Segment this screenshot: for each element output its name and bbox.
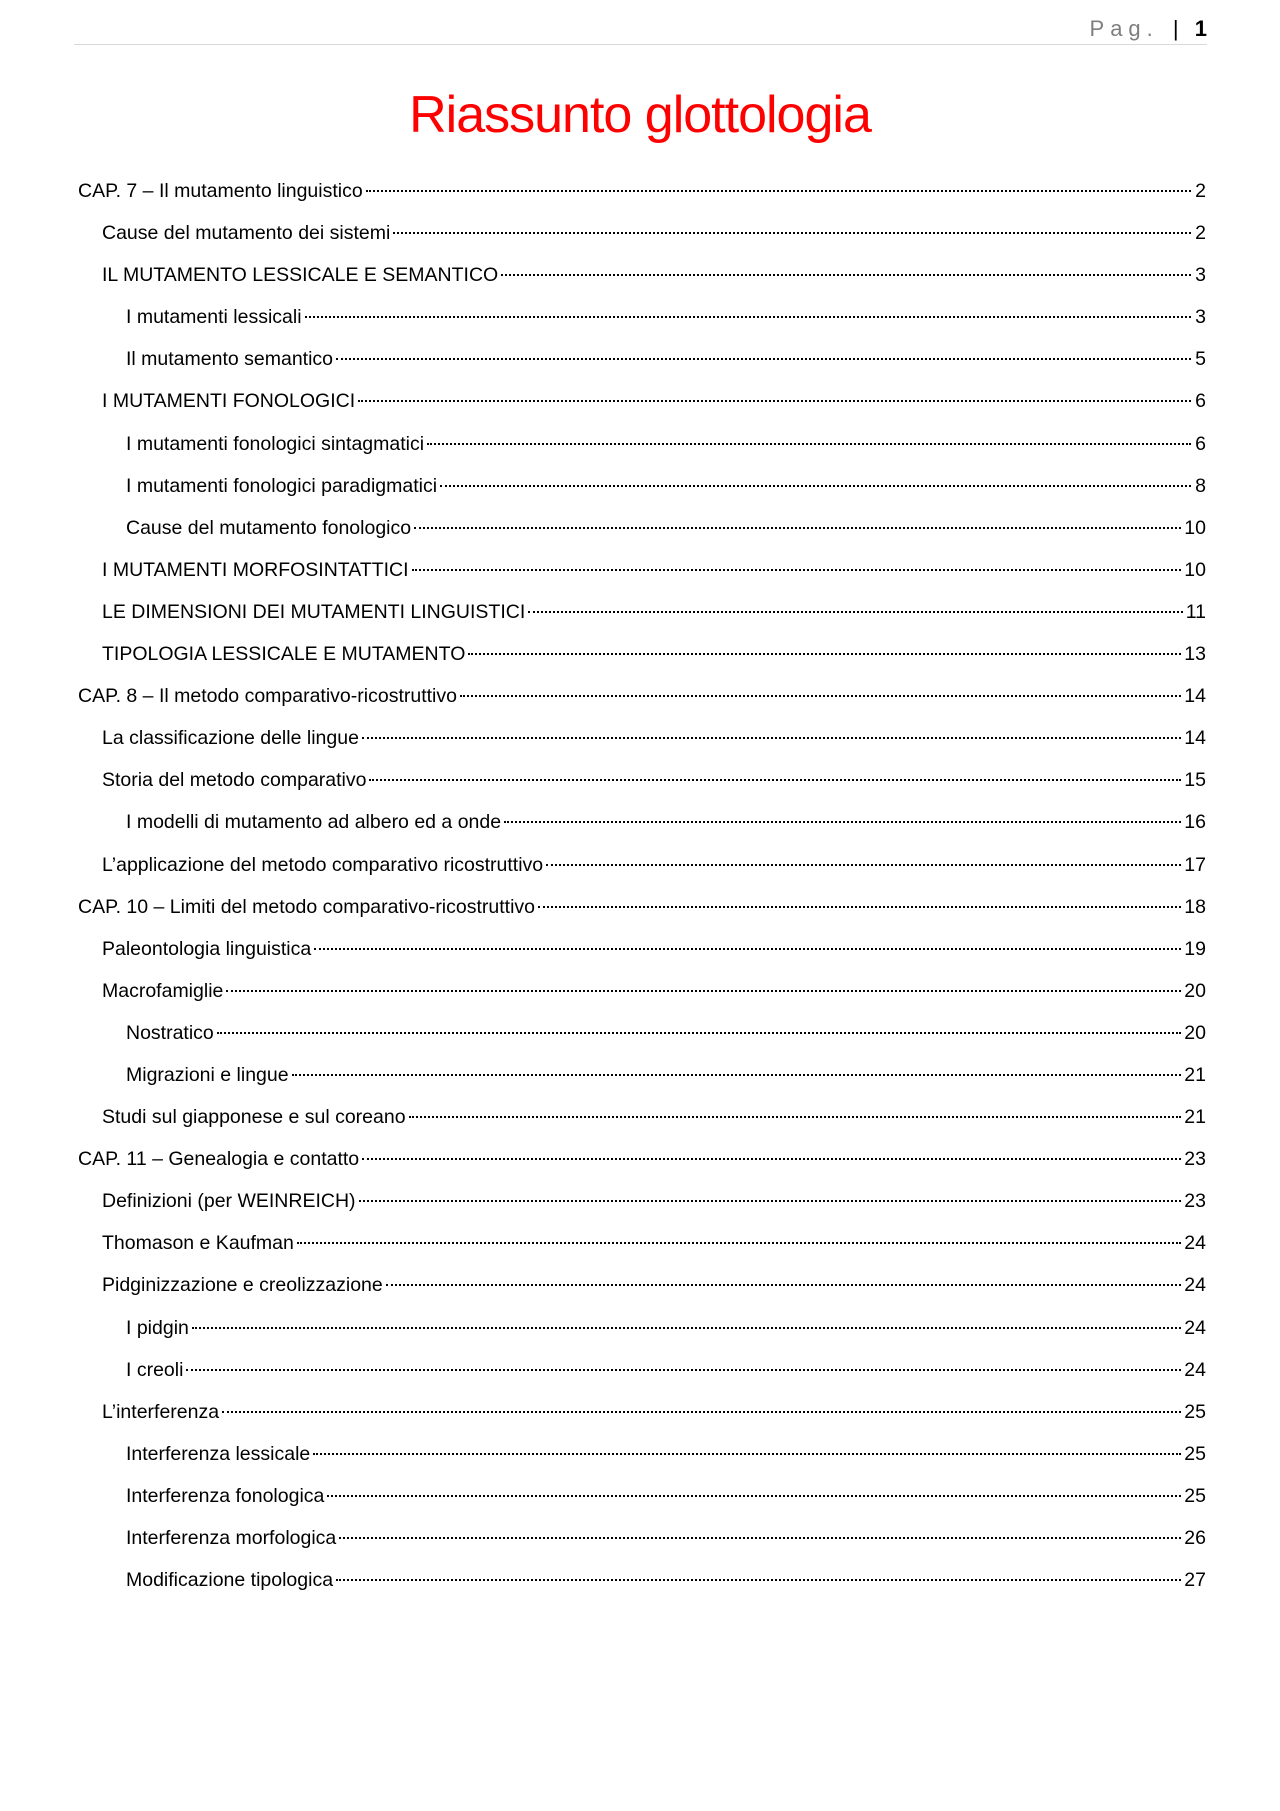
toc-entry-page[interactable]: 3 bbox=[1195, 306, 1206, 329]
page-number: 1 bbox=[1194, 16, 1207, 41]
toc-entry-label[interactable]: I creoli bbox=[126, 1358, 184, 1381]
toc-entry[interactable] bbox=[78, 591, 1206, 633]
toc-dot-leader bbox=[358, 399, 1191, 402]
toc-dot-leader bbox=[504, 820, 1181, 823]
toc-entry-label[interactable]: Storia del metodo comparativo bbox=[102, 769, 367, 792]
toc-entry-label[interactable]: Interferenza morfologica bbox=[126, 1527, 337, 1549]
toc-entry-page[interactable]: 13 bbox=[1184, 643, 1206, 666]
toc-entry-label[interactable]: Cause del mutamento dei sistemi bbox=[102, 222, 391, 245]
table-of-contents bbox=[78, 170, 1206, 1601]
toc-entry[interactable] bbox=[78, 1433, 1206, 1475]
toc-entry-label[interactable]: Il mutamento semantico bbox=[126, 348, 334, 371]
toc-entry[interactable] bbox=[78, 1138, 1206, 1180]
toc-entry-page[interactable]: 21 bbox=[1184, 1106, 1206, 1129]
toc-entry-page[interactable]: 19 bbox=[1184, 937, 1206, 960]
toc-entry[interactable] bbox=[78, 170, 1206, 212]
toc-entry-page[interactable]: 8 bbox=[1195, 474, 1206, 497]
toc-entry-label[interactable]: Definizioni (per WEINREICH) bbox=[102, 1190, 356, 1213]
page-label: Pag. bbox=[1089, 16, 1159, 41]
toc-entry-page[interactable]: 10 bbox=[1184, 558, 1206, 581]
toc-dot-leader bbox=[414, 526, 1181, 529]
toc-entry-label[interactable]: Interferenza fonologica bbox=[126, 1484, 325, 1507]
toc-entry[interactable] bbox=[78, 254, 1206, 296]
toc-entry-label[interactable]: I mutamenti fonologici paradigmatici bbox=[126, 474, 438, 497]
toc-entry-page[interactable]: 3 bbox=[1195, 264, 1206, 287]
toc-dot-leader bbox=[440, 484, 1191, 487]
toc-entry-label[interactable]: CAP. 8 – Il metodo comparativo-ricostruttivo bbox=[78, 685, 457, 708]
toc-entry[interactable] bbox=[78, 1264, 1206, 1306]
toc-entry-label[interactable]: LE DIMENSIONI DEI MUTAMENTI LINGUISTICI bbox=[102, 600, 526, 623]
toc-dot-leader bbox=[460, 694, 1181, 697]
toc-entry-page[interactable]: 24 bbox=[1184, 1316, 1206, 1339]
toc-entry-label[interactable]: L’interferenza bbox=[102, 1400, 220, 1423]
toc-entry-label[interactable]: Modificazione tipologica bbox=[126, 1569, 334, 1592]
toc-entry[interactable] bbox=[78, 1222, 1206, 1264]
toc-dot-leader bbox=[327, 1494, 1181, 1497]
toc-dot-leader bbox=[297, 1241, 1181, 1244]
toc-entry[interactable] bbox=[78, 338, 1206, 380]
toc-entry-page[interactable]: 16 bbox=[1184, 811, 1206, 834]
toc-entry-page[interactable]: 27 bbox=[1184, 1569, 1206, 1592]
toc-entry[interactable] bbox=[78, 1391, 1206, 1433]
toc-entry-page[interactable]: 14 bbox=[1184, 685, 1206, 708]
toc-entry-page[interactable]: 25 bbox=[1184, 1484, 1206, 1507]
toc-dot-leader bbox=[546, 863, 1181, 866]
toc-entry-page[interactable]: 23 bbox=[1184, 1148, 1206, 1171]
toc-entry-label[interactable]: Macrofamiglie bbox=[102, 979, 224, 1002]
toc-entry-label[interactable]: I modelli di mutamento ad albero ed a onde bbox=[126, 811, 502, 834]
toc-entry-label[interactable]: Cause del mutamento fonologico bbox=[126, 516, 412, 539]
toc-dot-leader bbox=[538, 905, 1181, 908]
toc-entry-label[interactable]: La classificazione delle lingue bbox=[102, 727, 359, 750]
toc-dot-leader bbox=[192, 1326, 1181, 1329]
toc-entry-label[interactable]: Thomason e Kaufman bbox=[102, 1232, 294, 1255]
toc-dot-leader bbox=[412, 568, 1182, 571]
toc-dot-leader bbox=[386, 1283, 1182, 1286]
toc-entry-label[interactable]: Paleontologia linguistica bbox=[102, 937, 312, 960]
toc-entry[interactable] bbox=[78, 380, 1206, 422]
toc-entry[interactable] bbox=[78, 844, 1206, 886]
toc-entry[interactable] bbox=[78, 1475, 1206, 1517]
toc-entry-page[interactable]: 5 bbox=[1195, 348, 1206, 371]
toc-entry[interactable] bbox=[78, 296, 1206, 338]
toc-entry[interactable] bbox=[78, 1096, 1206, 1138]
toc-entry[interactable] bbox=[78, 423, 1206, 465]
toc-entry[interactable] bbox=[78, 1517, 1206, 1559]
toc-dot-leader bbox=[339, 1536, 1181, 1539]
toc-entry-label[interactable]: I MUTAMENTI FONOLOGICI bbox=[102, 390, 356, 413]
toc-entry[interactable] bbox=[78, 1349, 1206, 1391]
toc-dot-leader bbox=[369, 778, 1181, 781]
toc-entry-label[interactable]: Pidginizzazione e creolizzazione bbox=[102, 1274, 383, 1297]
toc-entry[interactable] bbox=[78, 507, 1206, 549]
toc-entry[interactable] bbox=[78, 212, 1206, 254]
toc-entry-page[interactable]: 6 bbox=[1195, 390, 1206, 413]
toc-entry[interactable] bbox=[78, 633, 1206, 675]
toc-entry-label[interactable]: I MUTAMENTI MORFOSINTATTICI bbox=[102, 558, 409, 581]
toc-entry-page[interactable]: 2 bbox=[1195, 222, 1206, 245]
toc-entry-label[interactable]: IL MUTAMENTO LESSICALE E SEMANTICO bbox=[102, 264, 499, 287]
toc-dot-leader bbox=[362, 1157, 1181, 1160]
toc-entry-label[interactable]: Interferenza lessicale bbox=[126, 1442, 311, 1465]
toc-dot-leader bbox=[359, 1199, 1182, 1202]
toc-entry-label[interactable]: I mutamenti fonologici sintagmatici bbox=[126, 432, 425, 455]
toc-entry-page[interactable]: 11 bbox=[1185, 600, 1206, 623]
toc-entry-page[interactable]: 2 bbox=[1195, 180, 1206, 202]
toc-entry[interactable] bbox=[78, 465, 1206, 507]
toc-dot-leader bbox=[292, 1073, 1182, 1076]
toc-entry-label[interactable]: TIPOLOGIA LESSICALE E MUTAMENTO bbox=[102, 643, 466, 666]
toc-dot-leader bbox=[427, 442, 1191, 445]
toc-entry[interactable] bbox=[78, 886, 1206, 928]
toc-dot-leader bbox=[362, 736, 1181, 739]
toc-entry-page[interactable]: 18 bbox=[1184, 895, 1206, 918]
toc-entry-label[interactable]: L’applicazione del metodo comparativo ricostruttivo bbox=[102, 853, 544, 876]
toc-dot-leader bbox=[393, 231, 1191, 234]
toc-dot-leader bbox=[305, 315, 1191, 318]
toc-entry-label[interactable]: CAP. 11 – Genealogia e contatto bbox=[78, 1148, 360, 1171]
toc-entry-page[interactable]: 21 bbox=[1184, 1063, 1206, 1086]
toc-dot-leader bbox=[186, 1368, 1181, 1371]
toc-entry-page[interactable]: 24 bbox=[1184, 1274, 1206, 1297]
toc-dot-leader bbox=[222, 1410, 1181, 1413]
toc-entry[interactable] bbox=[78, 675, 1206, 717]
toc-dot-leader bbox=[336, 357, 1191, 360]
toc-entry[interactable] bbox=[78, 801, 1206, 843]
toc-dot-leader bbox=[217, 1031, 1182, 1034]
toc-entry[interactable] bbox=[78, 1054, 1206, 1096]
page-header bbox=[74, 14, 1207, 45]
toc-entry-page[interactable]: 20 bbox=[1184, 979, 1206, 1002]
toc-dot-leader bbox=[226, 989, 1181, 992]
toc-entry[interactable] bbox=[78, 1307, 1206, 1349]
toc-entry-label[interactable]: CAP. 7 – Il mutamento linguistico bbox=[78, 180, 363, 202]
toc-dot-leader bbox=[313, 1452, 1181, 1455]
toc-dot-leader bbox=[528, 610, 1182, 613]
document-title: Riassunto glottologia bbox=[409, 86, 871, 144]
toc-entry-label[interactable]: CAP. 10 – Limiti del metodo comparativo-ricostruttivo bbox=[78, 895, 536, 918]
toc-dot-leader bbox=[409, 1115, 1182, 1118]
toc-dot-leader bbox=[366, 189, 1191, 192]
toc-entry[interactable] bbox=[78, 549, 1206, 591]
toc-entry-page[interactable]: 15 bbox=[1184, 769, 1206, 792]
toc-entry-label[interactable]: Nostratico bbox=[126, 1021, 214, 1044]
toc-entry-label[interactable]: Studi sul giapponese e sul coreano bbox=[102, 1106, 406, 1129]
toc-entry-page[interactable]: 10 bbox=[1184, 516, 1206, 539]
toc-entry-page[interactable]: 20 bbox=[1184, 1021, 1206, 1044]
toc-dot-leader bbox=[501, 273, 1191, 276]
toc-entry-page[interactable]: 24 bbox=[1184, 1358, 1206, 1381]
toc-entry[interactable] bbox=[78, 717, 1206, 759]
toc-entry-page[interactable]: 25 bbox=[1184, 1400, 1206, 1423]
toc-entry[interactable] bbox=[78, 1012, 1206, 1054]
toc-entry[interactable] bbox=[78, 759, 1206, 801]
toc-entry-label[interactable]: I pidgin bbox=[126, 1316, 189, 1339]
toc-entry-page[interactable]: 26 bbox=[1184, 1527, 1206, 1549]
toc-dot-leader bbox=[336, 1578, 1181, 1581]
toc-entry-label[interactable]: Migrazioni e lingue bbox=[126, 1063, 289, 1086]
toc-entry-page[interactable]: 6 bbox=[1195, 432, 1206, 455]
toc-entry[interactable] bbox=[78, 1559, 1206, 1601]
toc-entry-page[interactable]: 23 bbox=[1184, 1190, 1206, 1213]
toc-entry[interactable] bbox=[78, 1180, 1206, 1222]
toc-entry[interactable] bbox=[78, 970, 1206, 1012]
toc-dot-leader bbox=[314, 947, 1181, 950]
toc-entry[interactable] bbox=[78, 928, 1206, 970]
toc-entry-page[interactable]: 14 bbox=[1184, 727, 1206, 750]
toc-entry-page[interactable]: 24 bbox=[1184, 1232, 1206, 1255]
toc-entry-page[interactable]: 17 bbox=[1184, 853, 1206, 876]
toc-dot-leader bbox=[468, 652, 1181, 655]
toc-entry-label[interactable]: I mutamenti lessicali bbox=[126, 306, 302, 329]
toc-entry-page[interactable]: 25 bbox=[1184, 1442, 1206, 1465]
page-separator: | bbox=[1172, 16, 1179, 41]
